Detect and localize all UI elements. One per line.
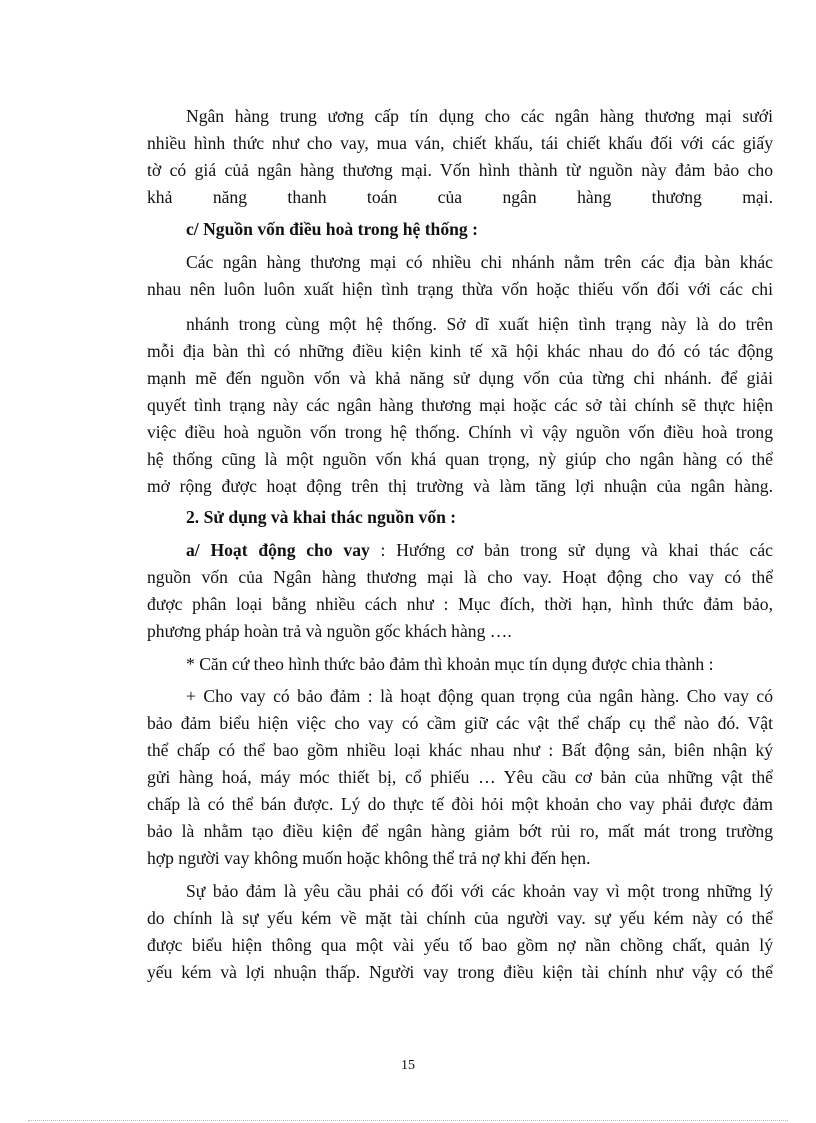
text-line: việc điều hoà nguồn vốn trong hệ thống. Chính vì vậy nguồn vốn điều hoà trong bbox=[147, 422, 773, 442]
text-line: Các ngân hàng thương mại có nhiều chi nhánh nằm trên các địa bàn khác bbox=[186, 252, 773, 272]
text-line: được biểu hiện thông qua một vài yếu tố bao gồm nợ nần chồng chất, quản lý bbox=[147, 935, 773, 955]
text-line: * Căn cứ theo hình thức bảo đảm thì khoản mục tín dụng được chia thành : bbox=[186, 654, 714, 674]
text-line: phương pháp hoàn trả và nguồn gốc khách hàng …. bbox=[147, 621, 512, 641]
text-line: quyết tình trạng này các ngân hàng thương mại hoặc các sở tài chính sẽ thực hiện bbox=[147, 395, 773, 415]
text-line: nhánh trong cùng một hệ thống. Sở dĩ xuất hiện tình trạng này là do trên bbox=[186, 314, 773, 334]
text-line: yếu kém và lợi nhuận thấp. Người vay trong điều kiện tài chính như vậy có thể bbox=[147, 962, 773, 982]
text-line: mở rộng được hoạt động trên thị trường và làm tăng lợi nhuận của ngân hàng. bbox=[147, 476, 773, 496]
text-line: bảo đảm biểu hiện việc cho vay có cầm giữ các vật thể chấp cụ thể nào đó. Vật bbox=[147, 713, 773, 733]
text-line: bảo là nhằm tạo điều kiện để ngân hàng giảm bớt rủi ro, mất mát trong trường bbox=[147, 821, 773, 841]
text-line: thể chấp có thể bao gồm nhiều loại khác nhau như : Bất động sản, biên nhận ký bbox=[147, 740, 773, 760]
text-line: mỗi địa bàn thì có những điều kiện kinh tế xã hội khác nhau do đó có tác động bbox=[147, 341, 773, 361]
section-heading: c/ Nguồn vốn điều hoà trong hệ thống : bbox=[186, 219, 478, 239]
text-line: tờ có giá củả ngân hàng thương mại. Vốn hình thành từ nguồn này đảm bảo cho bbox=[147, 160, 773, 180]
text-line bbox=[186, 538, 773, 562]
text-line: gửi hàng hoá, máy móc thiết bị, cổ phiếu … Yêu cầu cơ bản của những vật thể bbox=[147, 767, 773, 787]
text-line: hợp người vay không muốn hoặc không thể trả nợ khi đến hẹn. bbox=[147, 848, 591, 868]
text-line: được phân loại bằng nhiều cách như : Mục đích, thời hạn, hình thức đảm bảo, bbox=[147, 594, 773, 614]
subsection-title: a/ Hoạt động cho vay bbox=[186, 540, 370, 560]
text-line: do chính là sự yếu kém về mặt tài chính của người vay. sự yếu kém này có thể bbox=[147, 908, 773, 928]
section-heading: 2. Sử dụng và khai thác nguồn vốn : bbox=[186, 507, 457, 527]
text-line: hệ thống cũng là một nguồn vốn khá quan trọng, nỳ giúp cho ngân hàng có thể bbox=[147, 449, 773, 469]
text-run: : Hướng cơ bản trong sử dụng và khai thác các bbox=[369, 540, 773, 560]
text-line: Sự bảo đảm là yêu cầu phải có đối với các khoản vay vì một trong những lý bbox=[186, 881, 773, 901]
text-line: khả năng thanh toán của ngân hàng thương mại. bbox=[147, 187, 773, 207]
text-line: nhau nên luôn luôn xuất hiện tình trạng thừa vốn hoặc thiếu vốn đối với các chi bbox=[147, 279, 773, 299]
text-line: nguồn vốn của Ngân hàng thương mại là cho vay. Hoạt động cho vay có thể bbox=[147, 567, 773, 587]
page-number: 15 bbox=[401, 1058, 415, 1073]
page-bottom-rule bbox=[28, 1120, 788, 1121]
text-line: mạnh mẽ đến nguồn vốn và khả năng sử dụng vốn của từng chi nhánh. để giải bbox=[147, 368, 773, 388]
text-line: nhiều hình thức như cho vay, mua ván, chiết khấu, tái chiết khấu đối với các giấy bbox=[147, 133, 773, 153]
text-line: chấp là có thể bán được. Lý do thực tế đòi hỏi một khoản cho vay phải được đảm bbox=[147, 794, 773, 814]
text-line: Ngân hàng trung ương cấp tín dụng cho các ngân hàng thương mại sưới bbox=[186, 106, 773, 126]
text-line: + Cho vay có bảo đảm : là hoạt động quan trọng của ngân hàng. Cho vay có bbox=[186, 686, 773, 706]
